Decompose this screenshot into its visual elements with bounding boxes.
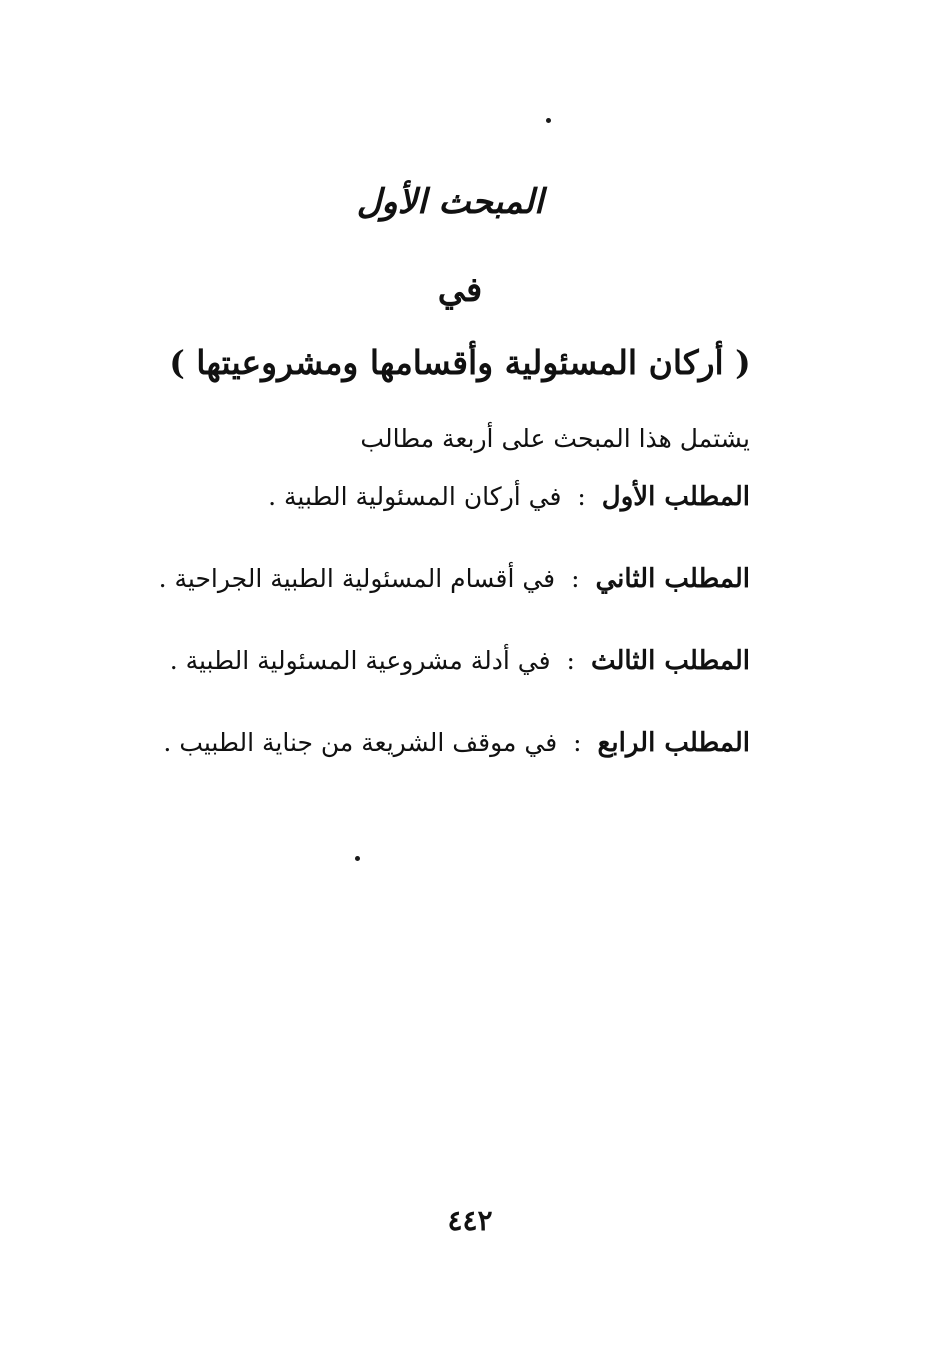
section-label: المطلب الأول <box>601 482 750 512</box>
section-separator: : <box>571 564 580 593</box>
section-separator: : <box>577 482 586 511</box>
section-label: المطلب الثالث <box>590 646 750 676</box>
section-separator: : <box>573 728 582 757</box>
section-item <box>158 564 750 646</box>
chapter-subtitle: ( أركان المسئولية وأقسامها ومشروعيتها ) <box>169 343 751 382</box>
section-label: المطلب الثاني <box>595 564 750 594</box>
section-list <box>158 482 750 810</box>
chapter-preposition: في <box>437 270 483 310</box>
section-item <box>163 728 750 810</box>
section-text: في أدلة مشروعية المسئولية الطبية . <box>169 646 551 675</box>
page-number: ٤٤٢ <box>447 1204 493 1237</box>
ink-speck <box>546 118 551 123</box>
section-text: في أقسام المسئولية الطبية الجراحية . <box>158 564 556 593</box>
ink-speck <box>355 856 360 861</box>
section-text: في أركان المسئولية الطبية . <box>268 482 562 511</box>
section-label: المطلب الرابع <box>597 728 750 758</box>
section-item <box>169 646 750 728</box>
chapter-title: المبحث الأول <box>356 182 544 222</box>
section-separator: : <box>566 646 575 675</box>
section-item <box>190 482 750 564</box>
section-text: في موقف الشريعة من جناية الطبيب . <box>163 728 558 757</box>
intro-line: يشتمل هذا المبحث على أربعة مطالب <box>360 424 750 453</box>
